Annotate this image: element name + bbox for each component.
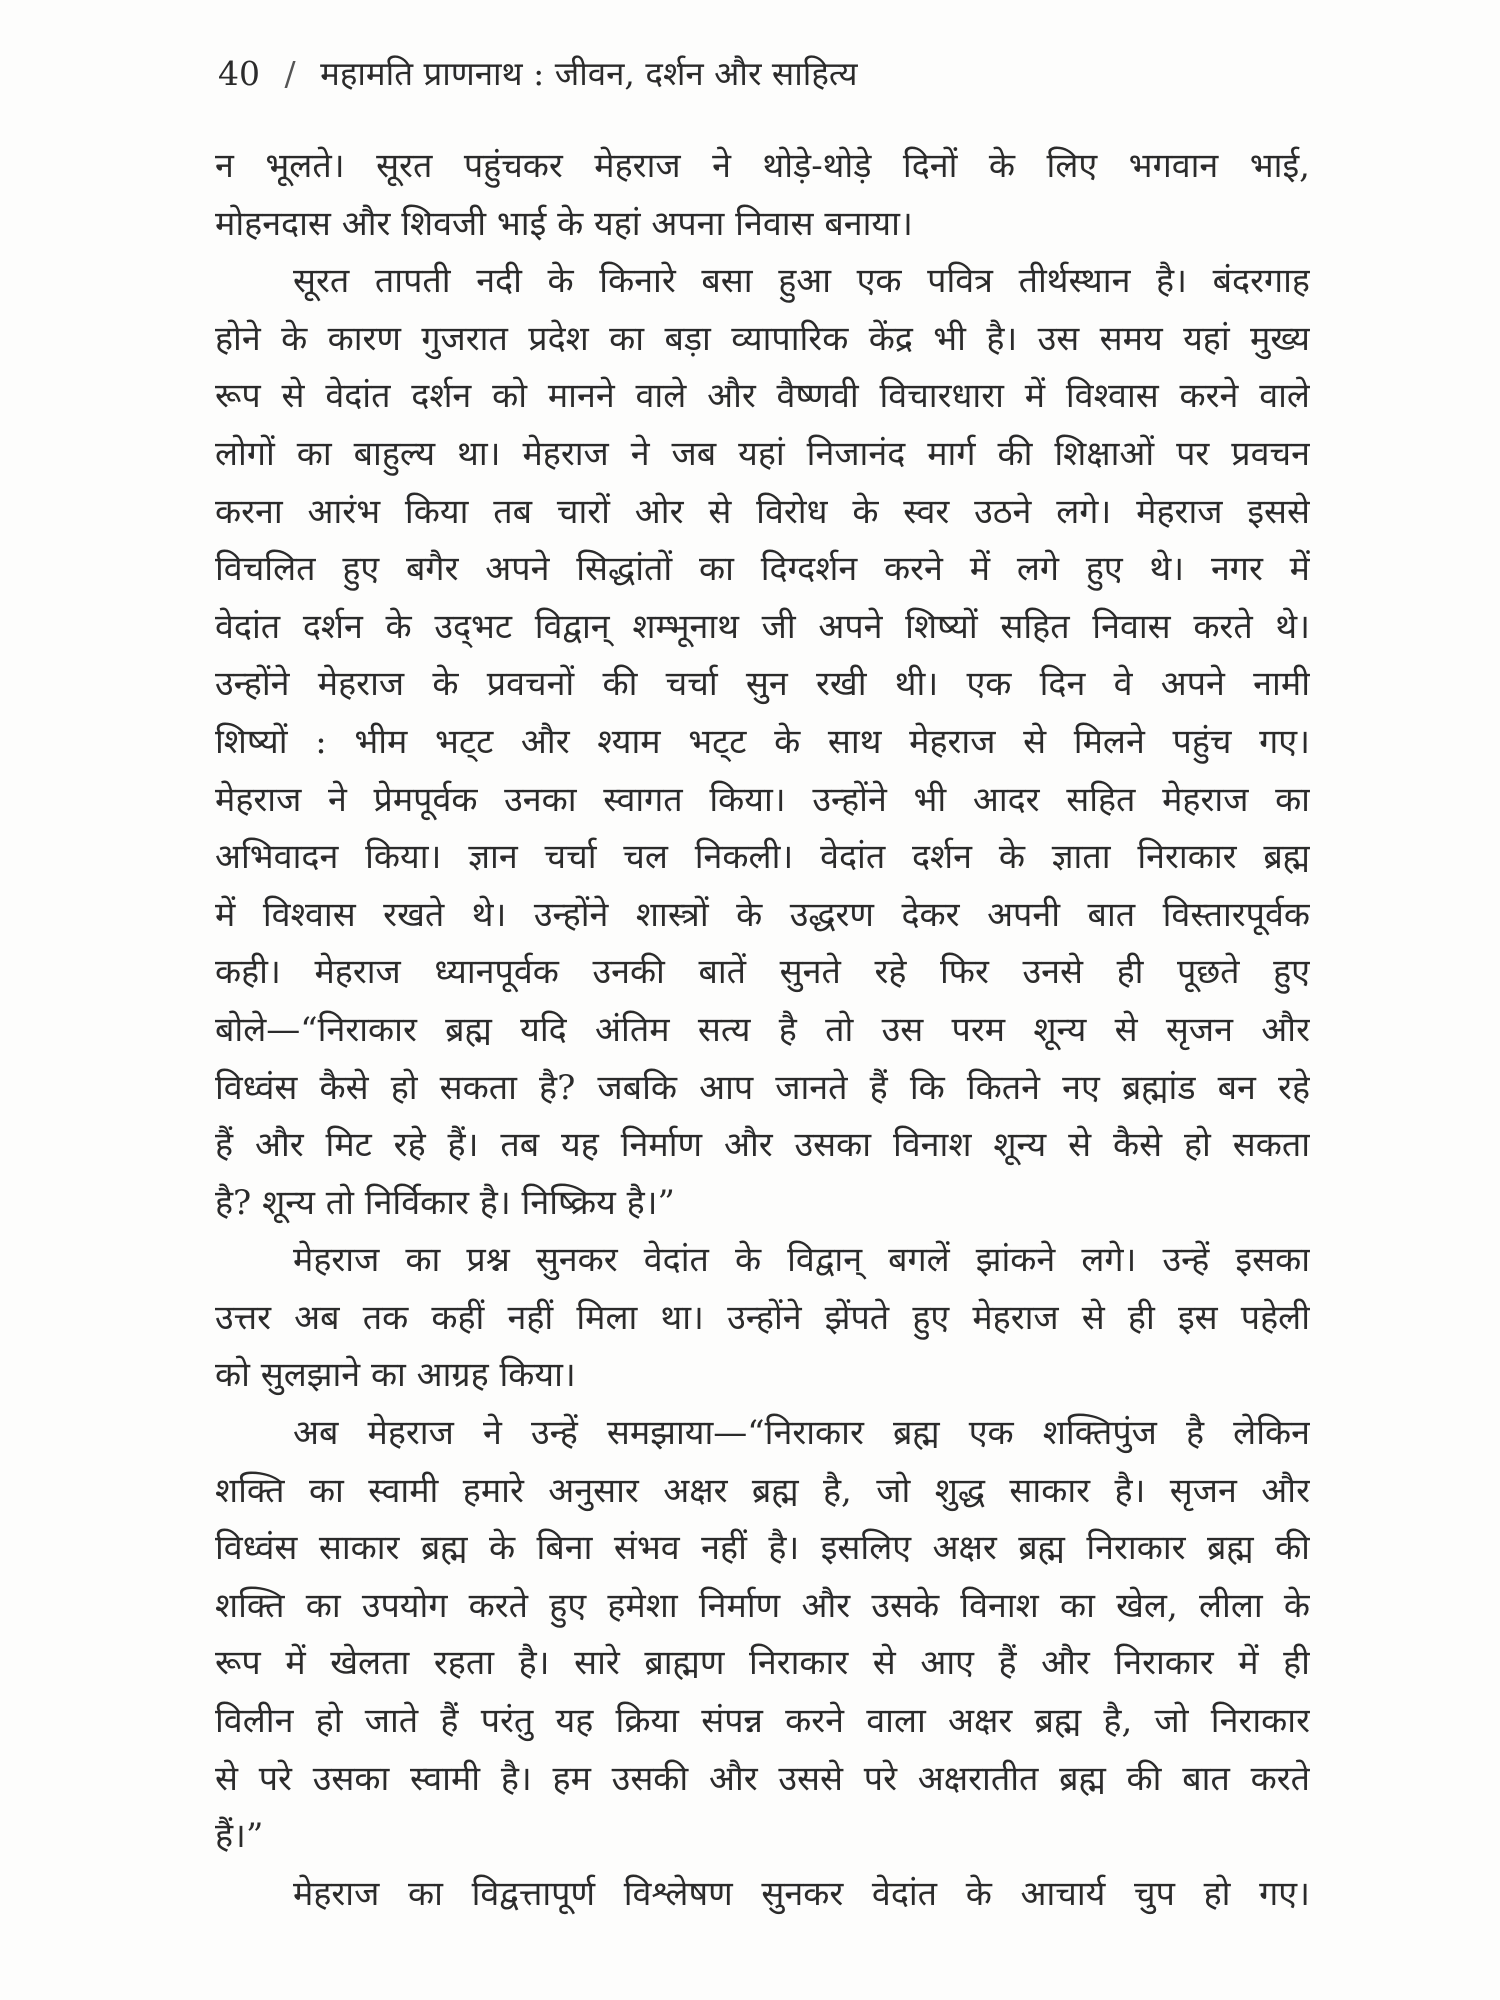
text-line: करना आरंभ किया तब चारों ओर से विरोध के स्वर उठने लगे। मेहराज इससे — [215, 491, 1310, 532]
text-line: से परे उसका स्वामी है। हम उसकी और उससे परे अक्षरातीत ब्रह्म की बात करते — [215, 1758, 1310, 1799]
text-line: विध्वंस कैसे हो सकता है? जबकि आप जानते हैं कि कितने नए ब्रह्मांड बन रहे — [215, 1067, 1310, 1108]
text-line: सूरत तापती नदी के किनारे बसा हुआ एक पवित्र तीर्थस्थान है। बंदरगाह — [293, 261, 1310, 302]
text-line: मेहराज का विद्वत्तापूर्ण विश्लेषण सुनकर वेदांत के आचार्य चुप हो गए। — [293, 1873, 1310, 1914]
book-title: महामति प्राणनाथ : जीवन, दर्शन और साहित्य — [320, 54, 858, 93]
text-line: हैं और मिट रहे हैं। तब यह निर्माण और उसका विनाश शून्य से कैसे हो सकता — [215, 1125, 1310, 1166]
text-line: लोगों का बाहुल्य था। मेहराज ने जब यहां निजानंद मार्ग की शिक्षाओं पर प्रवचन — [215, 433, 1310, 474]
text-line: शिष्यों : भीम भट्‌ट और श्याम भट्‌ट के साथ मेहराज से मिलने पहुंच गए। — [215, 721, 1310, 762]
body-text — [215, 138, 1310, 1923]
text-line: विध्वंस साकार ब्रह्म के बिना संभव नहीं है। इसलिए अक्षर ब्रह्म निराकार ब्रह्म की — [215, 1528, 1310, 1569]
text-line: अभिवादन किया। ज्ञान चर्चा चल निकली। वेदांत दर्शन के ज्ञाता निराकार ब्रह्म — [215, 837, 1310, 878]
text-line: मेहराज का प्रश्न सुनकर वेदांत के विद्वान् बगलें झांकने लगे। उन्हें इसका — [293, 1240, 1310, 1281]
text-line: हैं।” — [215, 1816, 264, 1857]
text-line: को सुलझाने का आग्रह किया। — [215, 1355, 576, 1396]
text-line: मेहराज ने प्रेमपूर्वक उनका स्वागत किया। उन्होंने भी आदर सहित मेहराज का — [215, 779, 1310, 820]
page-number: 40 — [218, 54, 260, 93]
text-line: उत्तर अब तक कहीं नहीं मिला था। उन्होंने झेंपते हुए मेहराज से ही इस पहेली — [215, 1297, 1310, 1338]
running-head — [218, 48, 858, 100]
text-line: न भूलते। सूरत पहुंचकर मेहराज ने थोड़े-थोड़े दिनों के लिए भगवान भाई, — [215, 146, 1310, 186]
text-line: विचलित हुए बगैर अपने सिद्धांतों का दिग्दर्शन करने में लगे हुए थे। नगर में — [215, 549, 1310, 590]
text-line: वेदांत दर्शन के उद्‌भट विद्वान् शम्भूनाथ जी अपने शिष्यों सहित निवास करते थे। — [215, 606, 1310, 647]
text-line: है? शून्य तो निर्विकार है। निष्क्रिय है।” — [215, 1182, 675, 1223]
text-line: उन्होंने मेहराज के प्रवचनों की चर्चा सुन रखी थी। एक दिन वे अपने नामी — [215, 664, 1310, 705]
text-line: होने के कारण गुजरात प्रदेश का बड़ा व्यापारिक केंद्र भी है। उस समय यहां मुख्य — [215, 318, 1310, 359]
text-line: रूप में खेलता रहता है। सारे ब्राह्मण निराकार से आए हैं और निराकार में ही — [215, 1643, 1310, 1684]
header-separator: / — [284, 54, 296, 93]
text-line: कही। मेहराज ध्यानपूर्वक उनकी बातें सुनते रहे फिर उनसे ही पूछते हुए — [215, 952, 1310, 993]
text-line: रूप से वेदांत दर्शन को मानने वाले और वैष्णवी विचारधारा में विश्वास करने वाले — [215, 376, 1310, 417]
text-line: मोहनदास और शिवजी भाई के यहां अपना निवास बनाया। — [215, 203, 913, 244]
text-line: शक्ति का उपयोग करते हुए हमेशा निर्माण और उसके विनाश का खेल, लीला के — [215, 1585, 1310, 1626]
text-line: में विश्वास रखते थे। उन्होंने शास्त्रों के उद्धरण देकर अपनी बात विस्तारपूर्वक — [215, 894, 1310, 935]
text-line: विलीन हो जाते हैं परंतु यह क्रिया संपन्न करने वाला अक्षर ब्रह्म है, जो निराकार — [215, 1701, 1310, 1742]
text-line: शक्ति का स्वामी हमारे अनुसार अक्षर ब्रह्म है, जो शुद्ध साकार है। सृजन और — [215, 1470, 1310, 1511]
text-line: अब मेहराज ने उन्हें समझाया—“निराकार ब्रह्म एक शक्तिपुंज है लेकिन — [293, 1413, 1310, 1454]
text-line: बोले—“निराकार ब्रह्म यदि अंतिम सत्य है तो उस परम शून्य से सृजन और — [215, 1009, 1310, 1050]
